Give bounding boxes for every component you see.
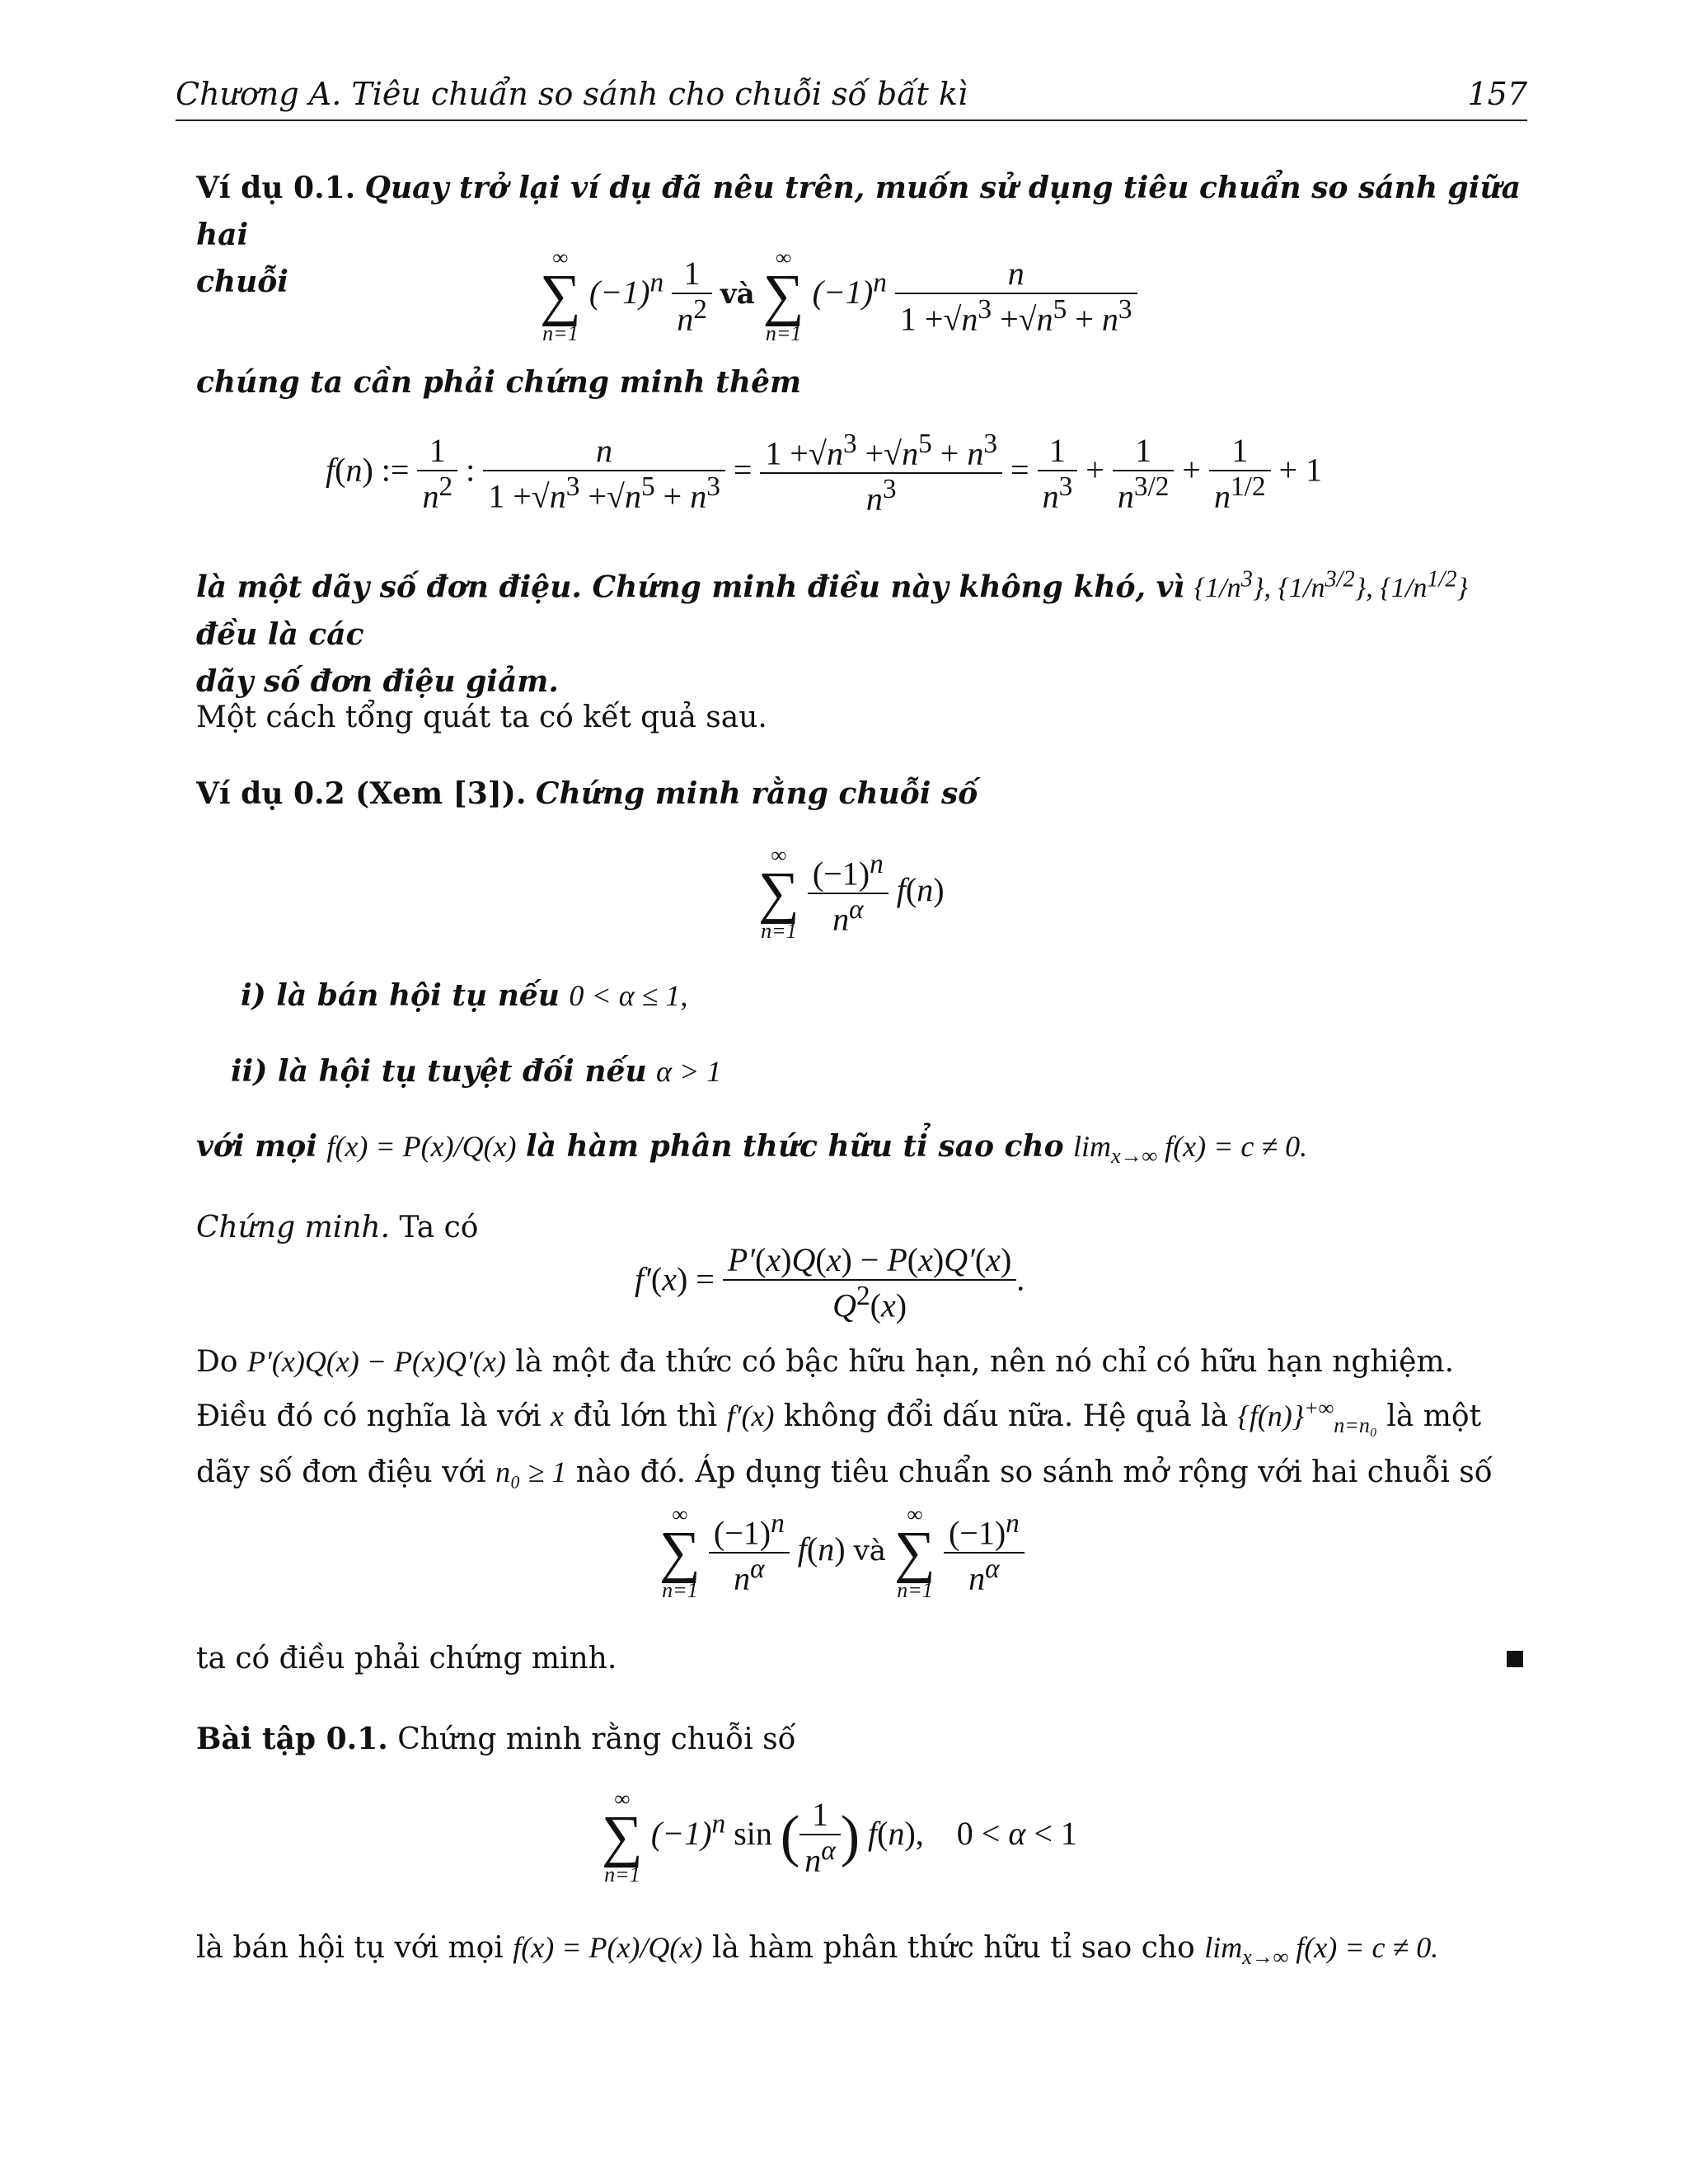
example-1-monotone <box>196 557 1525 705</box>
page-number: 157 <box>1467 76 1527 112</box>
equation-series-f: ∞ ∑ n=1 $\frac{(-1)^n}{n^\alpha}$ f(n) <box>758 843 945 943</box>
example-1-text-b: chuỗi <box>196 265 288 299</box>
condition-i-text: i) là bán hội tụ nếu <box>241 978 560 1013</box>
monotone-text-3: dãy số đơn điệu giảm. <box>196 664 559 700</box>
condition-f: với mọi f(x) = P(x)/Q(x) là hàm phân thức hữu tỉ sao cho $\lim_{x\to\infty} f(x) = c \ne 0$. <box>196 1129 1308 1169</box>
proof-line-2b: đủ lớn thì <box>573 1399 718 1433</box>
condition-ii-text: ii) là hội tụ tuyệt đối nếu <box>231 1054 647 1089</box>
condition-ii: ii) là hội tụ tuyệt đối nếu α > 1 <box>231 1054 722 1089</box>
example-1-label: Ví dụ 0.1. <box>196 171 356 205</box>
general-text: Một cách tổng quát ta có kết quả sau. <box>196 701 767 734</box>
proof-line-2c: không đổi dấu nữa. Hệ quả là <box>783 1399 1228 1433</box>
condition-i: i) là bán hội tụ nếu 0 < α ≤ 1, <box>241 978 688 1013</box>
qed-square <box>1507 1651 1523 1667</box>
proof-line-2d: là một <box>1386 1399 1482 1433</box>
proof-label: Chứng minh. <box>196 1211 391 1244</box>
proof-and: và <box>853 1535 887 1568</box>
exercise-label: Bài tập 0.1. <box>196 1722 388 1756</box>
header-rule <box>176 120 1527 121</box>
exercise-intro <box>196 1716 1525 1763</box>
exercise-end: là bán hội tụ với mọi f(x) = P(x)/Q(x) là hàm phân thức hữu tỉ sao cho $\lim_{x\to\infty} f(x) = c \ne 0$. <box>196 1931 1439 1970</box>
proof-end-text: ta có điều phải chứng minh. <box>196 1642 617 1675</box>
chapter-title: Chương A. Tiêu chuẩn so sánh cho chuỗi số bất kì <box>176 76 968 112</box>
equation-derivative: f′(x) = $\frac{P'(x)Q(x) - P(x)Q'(x)}{Q^2(x)}$ . <box>635 1241 1025 1324</box>
proof-line-1: là một đa thức có bậc hữu hạn, nên nó chỉ có hữu hạn nghiệm. <box>515 1345 1455 1379</box>
example-1-text-c <box>196 359 1525 406</box>
exercise-end-a: là bán hội tụ với mọi <box>196 1931 504 1965</box>
exercise-end-b: là hàm phân thức hữu tỉ sao cho <box>711 1931 1195 1965</box>
and-word: và <box>720 278 755 312</box>
example-2-intro <box>196 771 1525 818</box>
exercise-text: Chứng minh rằng chuỗi số <box>397 1722 796 1756</box>
cond-b: là hàm phân thức hữu tỉ sao cho <box>525 1129 1064 1164</box>
proof-do: Do <box>196 1345 238 1379</box>
proof-line-2a: Điều đó có nghĩa là với <box>196 1399 542 1433</box>
running-header <box>176 76 1527 112</box>
proof-end <box>196 1636 1525 1682</box>
proof-line-3b: nào đó. Áp dụng tiêu chuẩn so sánh mở rộng với hai chuỗi số <box>575 1455 1493 1490</box>
example-1-text: Quay trở lại ví dụ đã nêu trên, muốn sử dụng tiêu chuẩn so sánh giữa hai <box>196 171 1521 252</box>
monotone-text-2: đều là các <box>196 617 364 653</box>
example-2-text: Chứng minh rằng chuỗi số <box>535 776 978 811</box>
proof-body: Do P′(x)Q(x) − P(x)Q′(x) là một đa thức có bậc hữu hạn, nên nó chỉ có hữu hạn nghiệm. Điều đó có nghĩa là với x đủ lớn thì f′(x) không đổi dấu nữa. Hệ quả là $\{f(n)\}^{+\infty}_{n=n_0}$ là một dãy số đơn điệu với n₀ ≥ 1 nào đó. Áp dụng tiêu chuẩn so sánh mở rộng với hai chuỗi số <box>196 1345 1493 1490</box>
equation-two-series: ∞ ∑ n=1 $(-1)^n$ $\frac{1}{n^2}$ và ∞ ∑ n=1 $(-1)^n$ $\frac{n}{1 +√n^3 +√n^5 + n^3}$ <box>540 247 1137 344</box>
general-result <box>196 695 1525 741</box>
proof-line-3a: dãy số đơn điệu với <box>196 1455 486 1490</box>
equation-f-n: f(n) := $\frac{1}{n^2}$ : $\frac{n}{1 +√n^3 +√n^5 + n^3}$ = $\frac{1 +√n^3 +√n^5 + n^3}{n^3}$ = $\frac{1}{n^3}$ + $\frac{1}{n^{3/2}}$ + $\frac{1}{n^{1/2}}$ + 1 <box>326 429 1323 518</box>
equation-compare-series: ∞ ∑ n=1 $\frac{(-1)^n}{n^\alpha}$ f(n) và ∞ ∑ n=1 $\frac{(-1)^n}{n^\alpha}$ <box>659 1504 1025 1601</box>
need-prove-text: chúng ta cần phải chứng minh thêm <box>196 365 802 400</box>
cond-a: với mọi <box>196 1129 317 1164</box>
proof-text-0: Ta có <box>399 1211 479 1244</box>
example-2-label: Ví dụ 0.2 (Xem [3]). <box>196 776 527 811</box>
monotone-text: là một dãy số đơn điệu. Chứng minh điều này không khó, vì <box>196 569 1185 605</box>
sequence-set: $\{1/n^3\}$, $\{1/n^{3/2}\}$, $\{1/n^{1/2}\}$ <box>1193 567 1469 604</box>
equation-exercise: ∞ ∑ n=1 $(-1)^n$ sin ( $\frac{1}{n^\alpha}$ ) f(n), 0 < α < 1 <box>602 1787 1077 1886</box>
